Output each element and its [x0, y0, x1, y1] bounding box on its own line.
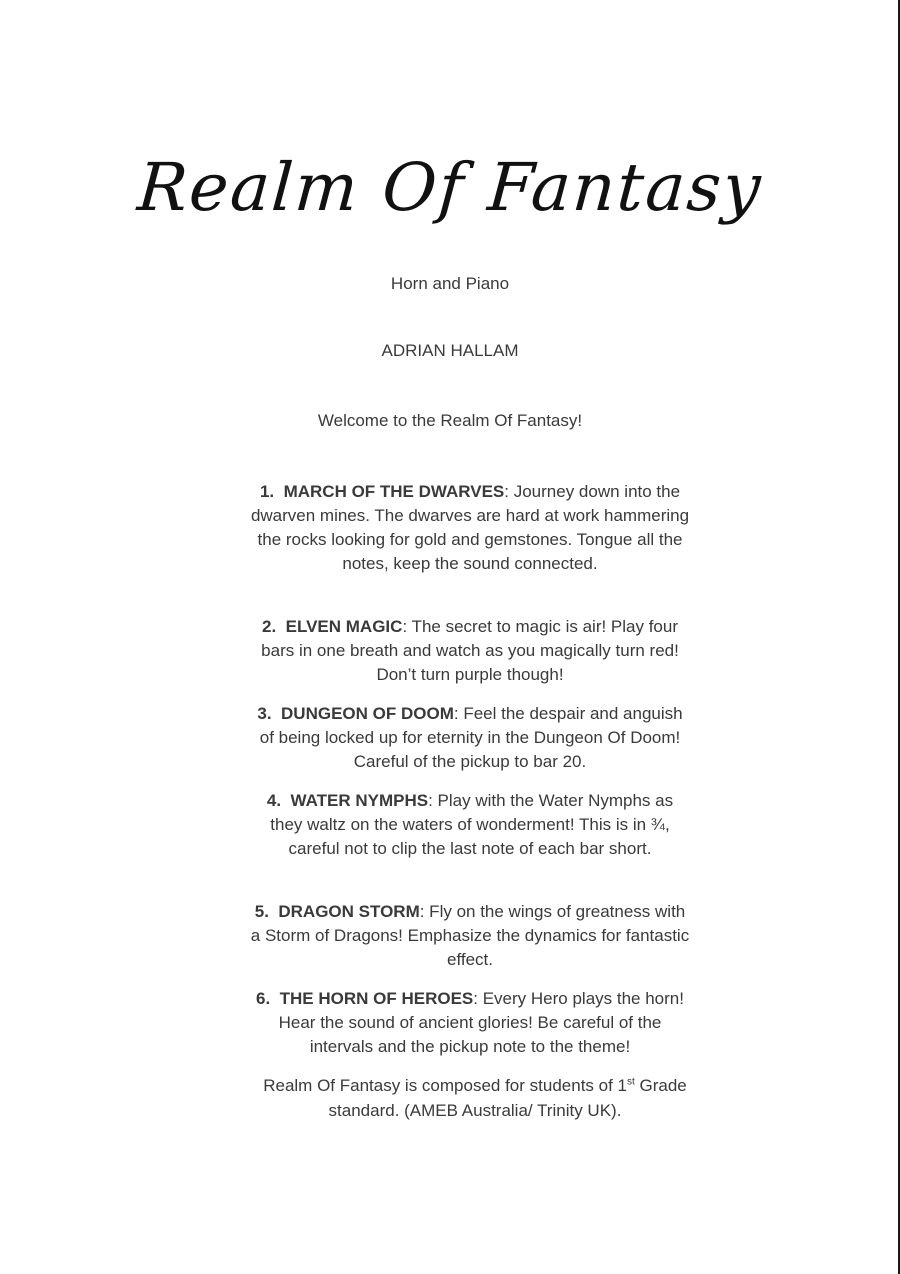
footer-note: [255, 1073, 695, 1123]
piece-description: : Journey down into the dwarven mines. The dwarves are hard at work hammering the rocks looking for gold and gemstones. Tongue all the notes, keep the sound connected.: [250, 482, 690, 573]
instrumentation: Horn and Piano: [390, 274, 510, 293]
piece-description: : The secret to magic is air! Play four bars in one breath and watch as you magically turn red! Don’t turn purple though!: [261, 617, 679, 684]
piece-description: : Every Hero plays the horn! Hear the sound of ancient glories! Be careful of the intervals and the pickup note to the theme!: [278, 989, 684, 1056]
piece-description: : Feel the despair and anguish of being locked up for eternity in the Dungeon Of Doom! Careful of the pickup to bar 20.: [259, 704, 683, 771]
piece-item: [250, 900, 690, 972]
piece-description: : Play with the Water Nymphs as they waltz on the waters of wonderment! This is in ¾, careful not to clip the last note of each bar short.: [270, 791, 674, 858]
piece-name: ELVEN MAGIC: [285, 617, 403, 636]
piece-name: MARCH OF THE DWARVES: [283, 482, 505, 501]
piece-item: [250, 987, 690, 1059]
piece-item: [250, 702, 690, 774]
footer-text-after: Grade standard. (AMEB Australia/ Trinity UK).: [328, 1076, 687, 1120]
footer-superscript: st: [627, 1076, 635, 1088]
piece-name: DRAGON STORM: [278, 902, 420, 921]
piece-item: [250, 480, 690, 576]
piece-name: DUNGEON OF DOOM: [281, 704, 454, 723]
piece-item: [250, 789, 690, 861]
page-title: Realm Of Fantasy: [135, 149, 765, 226]
piece-number: 5.: [254, 902, 269, 921]
piece-description: : Fly on the wings of greatness with a Storm of Dragons! Emphasize the dynamics for fantastic effect.: [250, 902, 690, 969]
piece-number: 1.: [259, 482, 275, 501]
piece-number: 6.: [256, 989, 271, 1008]
piece-number: 2.: [261, 617, 277, 636]
welcome-text: Welcome to the Realm Of Fantasy!: [317, 411, 583, 430]
piece-name: THE HORN OF HEROES: [279, 989, 474, 1008]
piece-name: WATER NYMPHS: [290, 791, 429, 810]
piece-number: 4.: [266, 791, 282, 810]
footer-text-before: Realm Of Fantasy is composed for students of 1: [263, 1076, 627, 1095]
piece-item: [250, 615, 690, 687]
piece-number: 3.: [257, 704, 272, 723]
composer-name: ADRIAN HALLAM: [381, 341, 519, 360]
